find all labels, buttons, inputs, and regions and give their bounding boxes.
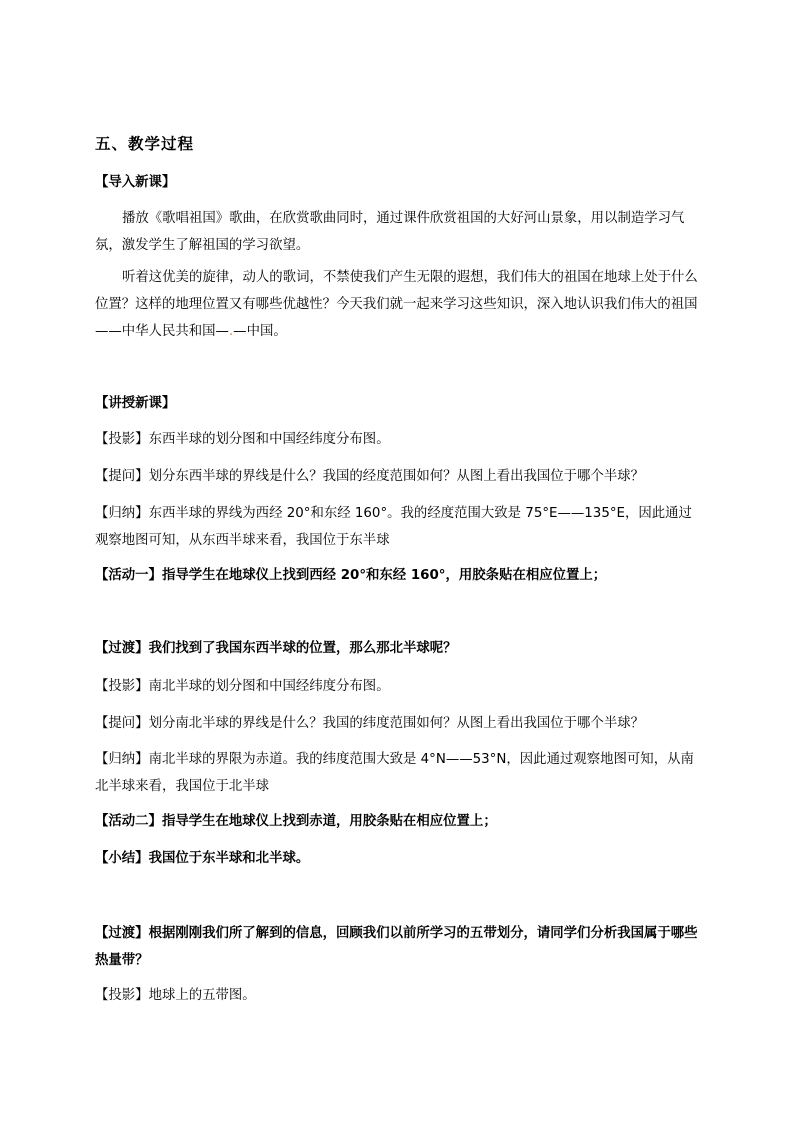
activity-2 xyxy=(95,808,700,835)
item-text: 南北半球的界限为赤道。我的纬度范围大致是 4°N——53°N，因此通过观察地图可知，从南北半球来看，我国位于北半球 xyxy=(95,752,694,794)
item-text: 东西半球的划分图和中国经纬度分布图。 xyxy=(148,432,390,447)
item-tag: 【活动二】 xyxy=(95,814,162,829)
summary-2 xyxy=(95,746,700,800)
item-text: 划分南北半球的界线是什么？我国的纬度范围如何？从图上看出我国位于哪个半球？ xyxy=(148,716,645,731)
item-text: 划分东西半球的界线是什么？我国的经度范围如何？从图上看出我国位于哪个半球？ xyxy=(148,469,645,484)
item-tag: 【提问】 xyxy=(95,716,149,731)
intro-paragraph-2 xyxy=(95,264,700,345)
item-tag: 【过渡】 xyxy=(95,926,149,941)
item-tag: 【过渡】 xyxy=(95,641,149,656)
item-tag: 【活动一】 xyxy=(95,568,162,583)
projection-2 xyxy=(95,673,700,700)
section-heading: 五、教学过程 xyxy=(95,135,195,153)
intro-paragraph-2-text-a: 听着这优美的旋律，动人的歌词，不禁使我们产生无限的遐想，我们伟大的祖国在地球上处于什么位置？这样的地理位置又有哪些优越性？今天我们就一起来学习这些知识，深入地认识我们伟大的祖国——中华人民共和国— xyxy=(95,270,698,339)
activity-1 xyxy=(95,562,700,589)
item-text: 我们找到了我国东西半球的位置，那么那北半球呢？ xyxy=(148,641,457,656)
item-tag: 【归纳】 xyxy=(95,752,149,767)
item-text: 东西半球的界线为西经 20°和东经 160°。我的经度范围大致是 75°E——135°E，因此通过观察地图可知，从东西半球来看，我国位于东半球 xyxy=(95,506,692,548)
intro-tag: 【导入新课】 xyxy=(95,175,176,190)
projection-3 xyxy=(95,982,700,1009)
item-tag: 【投影】 xyxy=(95,988,149,1003)
question-2 xyxy=(95,710,700,737)
question-1 xyxy=(95,463,700,490)
intro-paragraph-1: 播放《歌唱祖国》歌曲，在欣赏歌曲同时，通过课件欣赏祖国的大好河山景象，用以制造学习气氛，激发学生了解祖国的学习欲望。 xyxy=(95,211,685,253)
conclusion xyxy=(95,845,700,872)
new-lesson-tag: 【讲授新课】 xyxy=(95,396,176,411)
transition-2 xyxy=(95,920,700,974)
item-tag: 【小结】 xyxy=(95,851,149,866)
item-text: 指导学生在地球仪上找到西经 20°和东经 160°，用胶条贴在相应位置上； xyxy=(161,568,607,583)
item-text: 我国位于东半球和北半球。 xyxy=(148,851,310,866)
intro-paragraph-2-text-b: —中国。 xyxy=(233,324,287,339)
transition-1 xyxy=(95,635,700,662)
summary-1 xyxy=(95,500,700,554)
item-tag: 【投影】 xyxy=(95,679,149,694)
projection-1 xyxy=(95,426,700,453)
item-tag: 【投影】 xyxy=(95,432,149,447)
item-text: 地球上的五带图。 xyxy=(148,988,256,1003)
item-text: 南北半球的划分图和中国经纬度分布图。 xyxy=(148,679,390,694)
item-text: 指导学生在地球仪上找到赤道，用胶条贴在相应位置上； xyxy=(161,814,497,829)
item-tag: 【归纳】 xyxy=(95,506,149,521)
item-tag: 【提问】 xyxy=(95,469,149,484)
item-text: 根据刚刚我们所了解到的信息，回顾我们以前所学习的五带划分，请同学们分析我国属于哪些热量带？ xyxy=(95,926,698,968)
intro-paragraph-2-mark: . xyxy=(228,324,234,339)
